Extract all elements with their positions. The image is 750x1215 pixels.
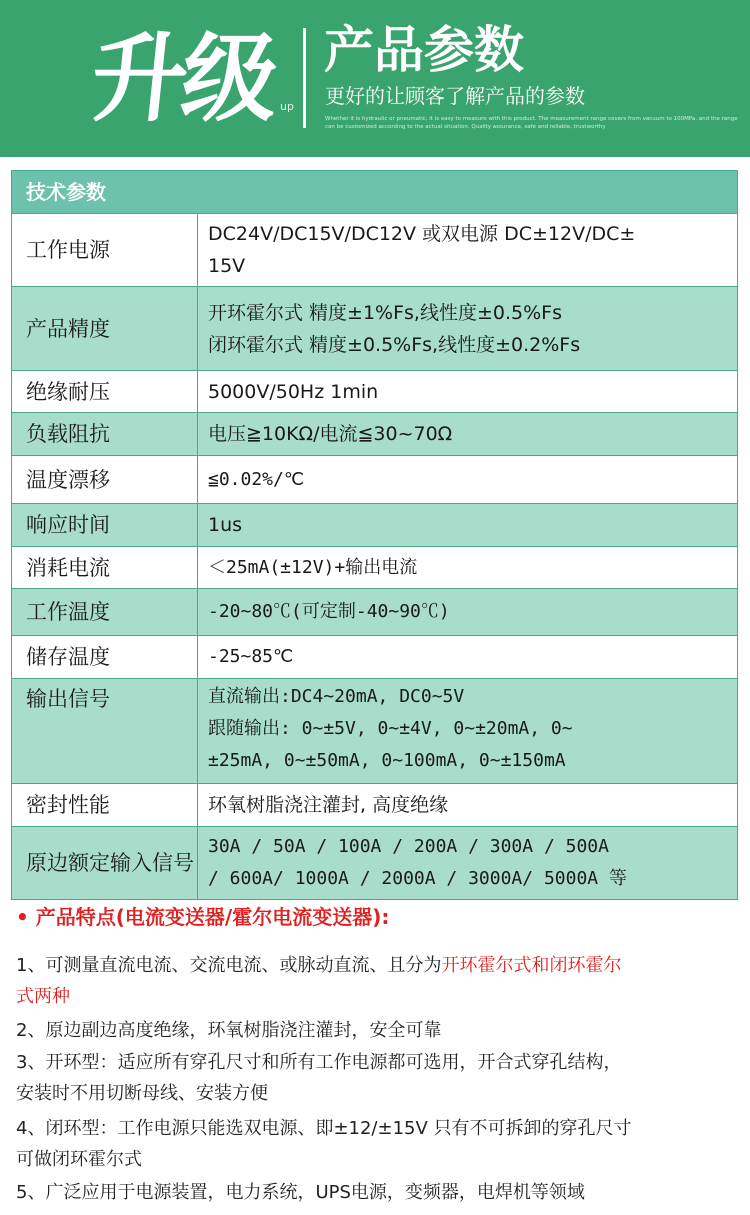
spec-value bbox=[198, 636, 737, 678]
spec-value-line: / 600A/ 1000A / 2000A / 3000A/ 5000A 等 bbox=[208, 868, 627, 889]
feature-text: 1、可测量直流电流、交流电流、或脉动直流、且分为 bbox=[16, 955, 442, 976]
logo-up-label: up bbox=[280, 100, 294, 113]
spec-value-line: ±25mA, 0~±50mA, 0~100mA, 0~±150mA bbox=[208, 750, 566, 771]
spec-key: 产品精度 bbox=[12, 287, 198, 370]
spec-value-line: 开环霍尔式 精度±1%Fs,线性度±0.5%Fs bbox=[208, 301, 562, 324]
feature-text: 2、原边副边高度绝缘，环氧树脂浇注灌封，安全可靠 bbox=[16, 1020, 442, 1041]
spec-row-drift bbox=[12, 456, 737, 504]
spec-value bbox=[198, 547, 737, 588]
feature-text: 可做闭环霍尔式 bbox=[16, 1149, 142, 1170]
feature-text: 5、广泛应用于电源装置，电力系统，UPS电源，变频器，电焊机等领域 bbox=[16, 1182, 585, 1203]
spec-key: 工作电源 bbox=[12, 214, 198, 286]
feature-text: 安装时不用切断母线、安装方便 bbox=[16, 1083, 268, 1104]
feature-item-1 bbox=[16, 950, 738, 1012]
spec-row-work-temp bbox=[12, 589, 737, 636]
banner-divider bbox=[303, 28, 306, 128]
banner-title: 产品参数 bbox=[324, 21, 524, 79]
spec-row-sealing bbox=[12, 784, 737, 827]
spec-row-insulation bbox=[12, 371, 737, 413]
spec-key: 响应时间 bbox=[12, 504, 198, 546]
spec-value bbox=[198, 214, 737, 286]
spec-value-line: 15V bbox=[208, 255, 246, 277]
feature-item-2 bbox=[16, 1015, 738, 1046]
spec-row-load bbox=[12, 413, 737, 456]
feature-highlight: 式两种 bbox=[16, 986, 70, 1007]
spec-row-accuracy bbox=[12, 287, 737, 371]
spec-value-line: 跟随输出: 0~±5V, 0~±4V, 0~±20mA, 0~ bbox=[208, 718, 573, 739]
spec-key: 密封性能 bbox=[12, 784, 198, 826]
features-title: • 产品特点(电流变送器/霍尔电流变送器): bbox=[16, 905, 390, 929]
upgrade-logo: 升级 bbox=[86, 23, 278, 135]
spec-value bbox=[198, 679, 737, 783]
spec-value bbox=[198, 827, 737, 899]
feature-item-3 bbox=[16, 1047, 738, 1109]
feature-text: 3、开环型：适应所有穿孔尺寸和所有工作电源都可选用，开合式穿孔结构， bbox=[16, 1052, 622, 1073]
spec-value-line: -20~80℃(可定制-40~90℃) bbox=[208, 601, 450, 622]
feature-text: 4、闭环型：工作电源只能选双电源、即±12/±15V 只有不可拆卸的穿孔尺寸 bbox=[16, 1118, 632, 1139]
spec-value-line: 环氧树脂浇注灌封, 高度绝缘 bbox=[208, 794, 449, 816]
spec-value bbox=[198, 784, 737, 826]
feature-highlight: 开环霍尔式和闭环霍尔 bbox=[441, 955, 622, 976]
spec-value-line: -25~85℃ bbox=[208, 646, 294, 667]
spec-key: 消耗电流 bbox=[12, 547, 198, 588]
spec-key: 原边额定输入信号 bbox=[12, 827, 198, 899]
spec-value-line: 5000V/50Hz 1min bbox=[208, 380, 379, 403]
spec-row-storage-temp bbox=[12, 636, 737, 679]
spec-value bbox=[198, 413, 737, 455]
spec-value-line: 30A / 50A / 100A / 200A / 300A / 500A bbox=[208, 836, 609, 857]
spec-value bbox=[198, 371, 737, 412]
feature-item-4 bbox=[16, 1113, 738, 1175]
spec-value-line: ＜25mA(±12V)+输出电流 bbox=[208, 556, 418, 578]
spec-key: 储存温度 bbox=[12, 636, 198, 678]
banner-subtitle: 更好的让顾客了解产品的参数 bbox=[325, 84, 585, 108]
spec-value-line: ≦0.02%/℃ bbox=[208, 468, 305, 490]
spec-key: 温度漂移 bbox=[12, 456, 198, 503]
spec-row-consumption bbox=[12, 547, 737, 589]
spec-row-rated-input bbox=[12, 827, 737, 899]
spec-value-line: DC24V/DC15V/DC12V 或双电源 DC±12V/DC± bbox=[208, 223, 636, 245]
spec-row-output bbox=[12, 679, 737, 784]
spec-value-line: 电压≧10KΩ/电流≦30~70Ω bbox=[208, 423, 453, 445]
spec-table-header: 技术参数 bbox=[12, 171, 737, 214]
spec-table bbox=[11, 170, 738, 900]
spec-value-line: 1us bbox=[208, 514, 243, 536]
spec-value bbox=[198, 589, 737, 635]
spec-value-line: 直流输出:DC4~20mA, DC0~5V bbox=[208, 686, 465, 707]
spec-value bbox=[198, 456, 737, 503]
spec-value-line: 闭环霍尔式 精度±0.5%Fs,线性度±0.2%Fs bbox=[208, 333, 581, 356]
spec-key: 工作温度 bbox=[12, 589, 198, 635]
header-banner bbox=[0, 0, 750, 157]
feature-item-5 bbox=[16, 1177, 738, 1208]
spec-key: 输出信号 bbox=[12, 679, 198, 783]
spec-row-power bbox=[12, 214, 737, 287]
spec-row-response bbox=[12, 504, 737, 547]
spec-value bbox=[198, 287, 737, 370]
spec-value bbox=[198, 504, 737, 546]
banner-note: Whether it is hydraulic or pneumatic, it is easy to measure with this product. The measurement range covers from vacuum to 100MPa, and the range can be customized according to the actual situation. Quality assurance, safe and reliable, trustworthy bbox=[325, 116, 738, 130]
spec-key: 绝缘耐压 bbox=[12, 371, 198, 412]
spec-key: 负载阻抗 bbox=[12, 413, 198, 455]
